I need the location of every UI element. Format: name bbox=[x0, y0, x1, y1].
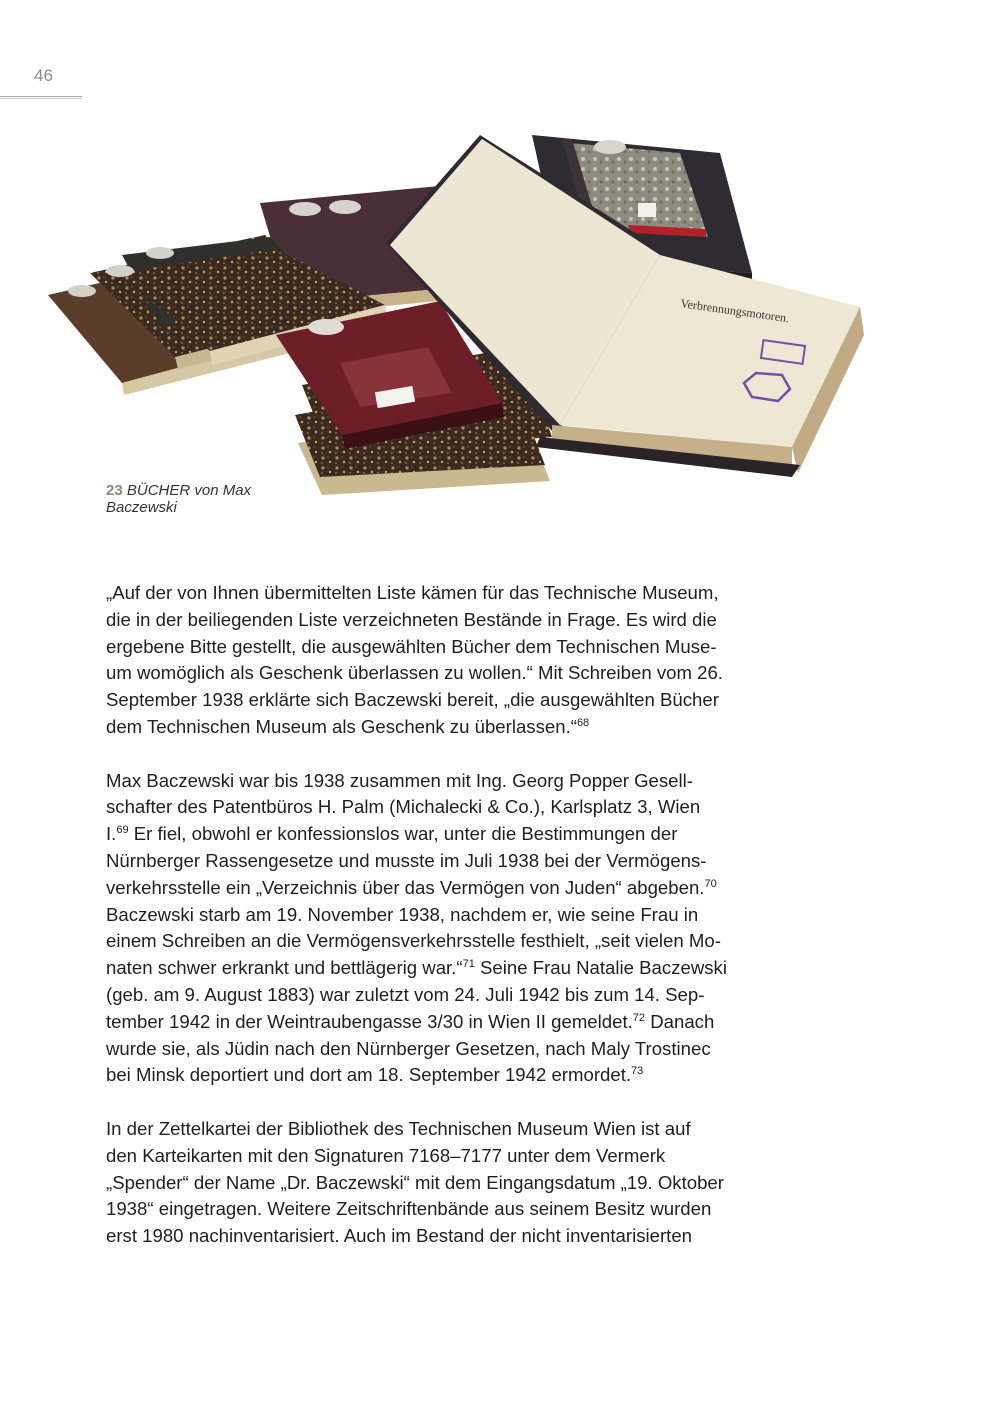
figure-caption-text-line2: Baczewski bbox=[106, 499, 177, 516]
text-line: In der Zettelkartei der Bibliothek des Technischen Museum Wien ist auf bbox=[106, 1117, 691, 1139]
paragraph-2 bbox=[106, 768, 774, 1090]
figure-caption-text-line1: BÜCHER von Max bbox=[126, 482, 252, 499]
text-line: um womöglich als Geschenk überlassen zu wollen.“ Mit Schreiben vom 26. bbox=[106, 662, 723, 684]
footnote-ref: 70 bbox=[704, 877, 717, 890]
footnote-ref: 73 bbox=[631, 1065, 644, 1078]
text-line: erst 1980 nachinventarisiert. Auch im Bestand der nicht inventarisierten bbox=[106, 1225, 693, 1247]
figure-books-photo bbox=[40, 125, 880, 505]
page-number-rule bbox=[0, 96, 82, 99]
footnote-ref: 69 bbox=[116, 824, 129, 837]
text-line: I.$^{69}$ Er fiel, obwohl er konfessionslos war, unter die Bestimmungen der bbox=[106, 823, 678, 845]
text-line: September 1938 erklärte sich Baczewski bereit, „die ausgewählten Bücher bbox=[106, 689, 719, 711]
paragraph-1 bbox=[106, 580, 774, 741]
page-number: 46 bbox=[34, 66, 53, 85]
text-line: (geb. am 9. August 1883) war zuletzt vom 24. Juli 1942 bis zum 14. Sep- bbox=[106, 983, 705, 1005]
figure-caption bbox=[106, 482, 326, 516]
text-line: „Auf der von Ihnen übermittelten Liste kämen für das Technische Museum, bbox=[106, 582, 719, 603]
figure-caption-number: 23 bbox=[106, 482, 123, 499]
text-line: die in der beiliegenden Liste verzeichneten Bestände in Frage. Es wird die bbox=[106, 608, 717, 630]
open-book-title: Verbrennungsmotoren. bbox=[679, 296, 791, 326]
body-text bbox=[106, 580, 774, 1277]
text-line: Nürnberger Rassengesetze und musste im Juli 1938 bei der Vermögens- bbox=[106, 849, 707, 871]
text-line: einem Schreiben an die Vermögensverkehrsstelle festhielt, „seit vielen Mo- bbox=[106, 930, 721, 952]
footnote-ref: 71 bbox=[462, 958, 475, 971]
paragraph-3 bbox=[106, 1116, 774, 1250]
text-line: schafter des Patentbüros H. Palm (Michalecki & Co.), Karlsplatz 3, Wien bbox=[106, 796, 701, 818]
text-line: verkehrsstelle ein „Verzeichnis über das Vermögen von Juden“ abgeben.$^{70}$ bbox=[106, 876, 717, 898]
footnote-ref: 68 bbox=[576, 716, 590, 729]
text-line: den Karteikarten mit den Signaturen 7168–7177 unter dem Vermerk bbox=[106, 1144, 666, 1166]
text-line: Baczewski starb am 19. November 1938, nachdem er, wie seine Frau in bbox=[106, 903, 699, 925]
text-line: tember 1942 in der Weintraubengasse 3/30 in Wien II gemeldet.$^{72}$ Danach bbox=[106, 1010, 715, 1032]
footnote-ref: 72 bbox=[632, 1011, 646, 1024]
text-line: wurde sie, als Jüdin nach den Nürnberger Gesetzen, nach Maly Trostinec bbox=[106, 1037, 711, 1059]
text-line: Max Baczewski war bis 1938 zusammen mit Ing. Georg Popper Gesell- bbox=[106, 769, 693, 791]
text-line: „Spender“ der Name „Dr. Baczewski“ mit dem Eingangsdatum „19. Oktober bbox=[106, 1171, 724, 1193]
text-line: naten schwer erkrankt und bettlägerig war.“$^{71}$ Seine Frau Natalie Baczewski bbox=[106, 957, 727, 979]
books-illustration bbox=[40, 125, 880, 505]
text-line: bei Minsk deportiert und dort am 18. September 1942 ermordet.$^{73}$ bbox=[106, 1064, 644, 1086]
text-line: ergebene Bitte gestellt, die ausgewählten Bücher dem Technischen Muse- bbox=[106, 635, 717, 657]
text-line: 1938“ eingetragen. Weitere Zeitschriftenbände aus seinem Besitz wurden bbox=[106, 1198, 712, 1220]
text-line: dem Technischen Museum als Geschenk zu überlassen.“$^{68}$ bbox=[106, 715, 590, 737]
